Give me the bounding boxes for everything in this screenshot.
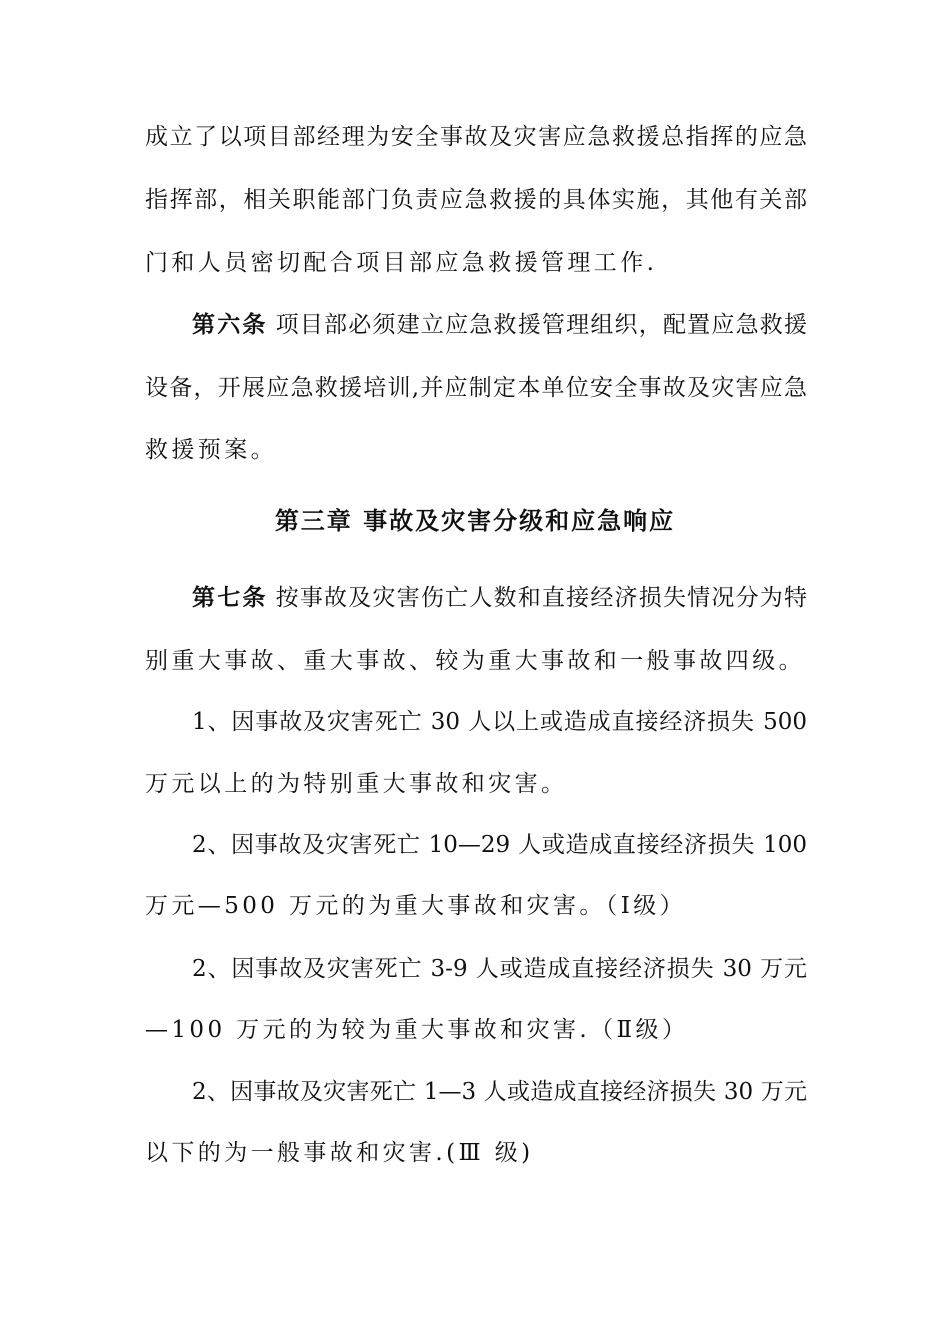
list-item-line: 2、因事故及灾害死亡 3-9 人或造成直接经济损失 30 万元	[192, 956, 807, 982]
list-item-line: 2、因事故及灾害死亡 10—29 人或造成直接经济损失 100	[192, 832, 807, 858]
list-item-line: 以下的为一般事故和灾害.(Ⅲ 级)	[145, 1140, 534, 1166]
chapter-heading: 第三章 事故及灾害分级和应急响应	[274, 507, 676, 535]
article-7-label: 第七条	[192, 585, 268, 611]
paragraph-line: 设备，开展应急救援培训,并应制定本单位安全事故及灾害应急	[145, 375, 807, 401]
list-item-line: 万元—500 万元的为重大事故和灾害。（Ⅰ级）	[145, 893, 686, 919]
list-item-line: 1、因事故及灾害死亡 30 人以上或造成直接经济损失 500	[192, 709, 807, 735]
paragraph-line: 指挥部，相关职能部门负责应急救援的具体实施，其他有关部	[145, 187, 807, 213]
paragraph-line: 别重大事故、重大事故、较为重大事故和一般事故四级。	[145, 648, 805, 674]
list-item-line: —100 万元的为较为重大事故和灾害.（Ⅱ级）	[145, 1017, 689, 1043]
article-6-first-line	[192, 308, 807, 342]
article-6-label: 第六条	[192, 312, 268, 338]
paragraph-line: 救援预案。	[145, 437, 277, 463]
list-item-line: 万元以上的为特别重大事故和灾害。	[145, 771, 568, 797]
list-item-line: 2、因事故及灾害死亡 1—3 人或造成直接经济损失 30 万元	[192, 1079, 807, 1105]
article-6-text: 项目部必须建立应急救援管理组织，配置应急救援	[275, 312, 807, 338]
article-7-first-line	[192, 581, 807, 615]
paragraph-line: 成立了以项目部经理为安全事故及灾害应急救援总指挥的应急	[145, 124, 807, 150]
paragraph-line: 门和人员密切配合项目部应急救援管理工作.	[145, 250, 658, 276]
article-7-text: 按事故及灾害伤亡人数和直接经济损失情况分为特	[275, 585, 807, 611]
